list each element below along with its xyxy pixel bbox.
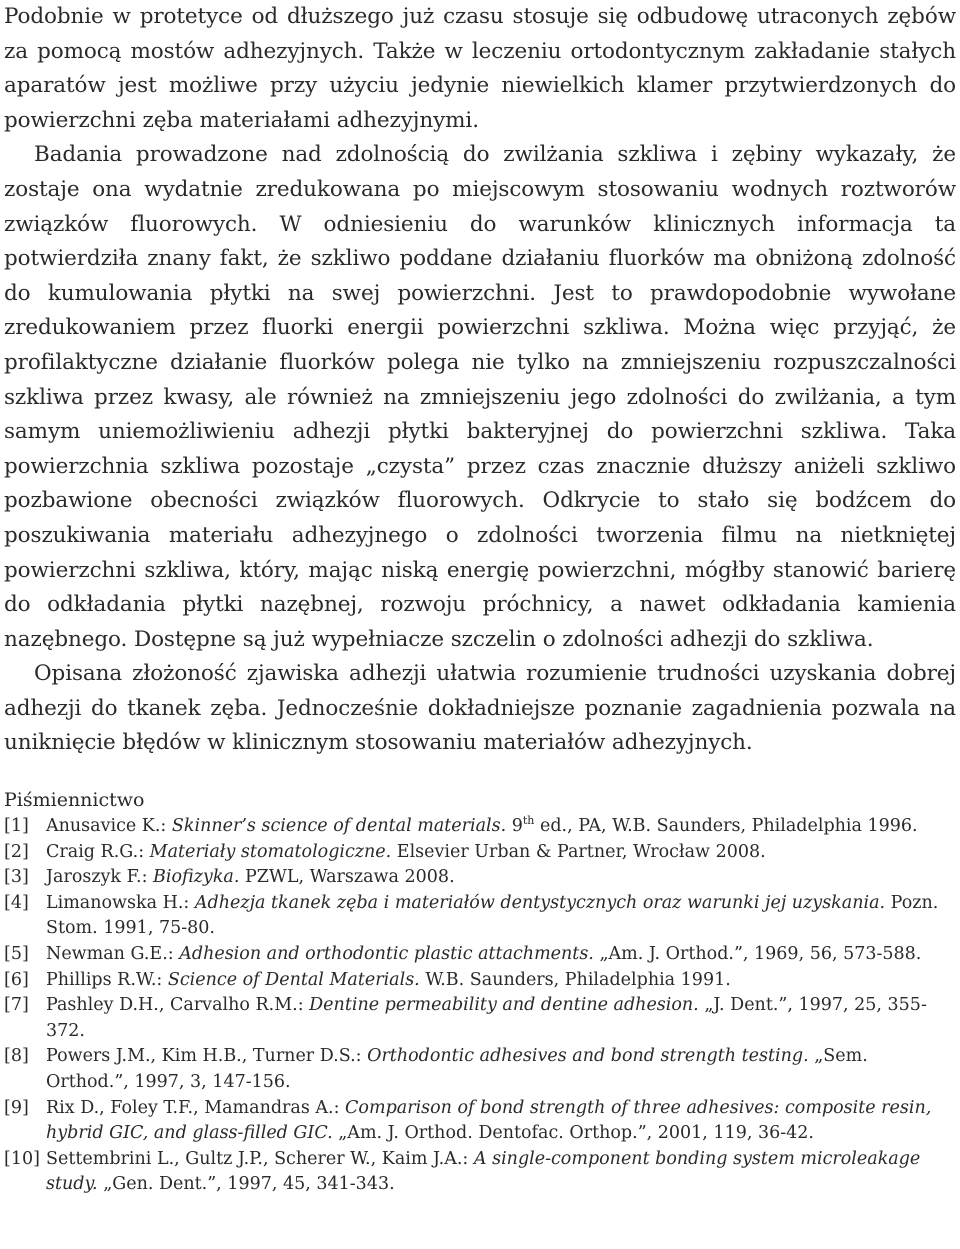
reference-authors: Limanowska H.:	[46, 892, 195, 913]
reference-number: [5]	[4, 944, 29, 965]
reference-authors: Rix D., Foley T.F., Mamandras A.:	[46, 1097, 346, 1118]
reference-number: [8]	[4, 1046, 29, 1067]
reference-content	[46, 891, 956, 942]
reference-authors: Anusavice K.:	[46, 816, 172, 837]
reference-item	[4, 865, 956, 891]
paragraph-3: Opisana złożoność zjawiska adhezji ułatwia rozumienie trudności uzyskania dobrej adhezji do tkanek zęba. Jednocześnie dokładniejsze poznanie zagadnienia pozwala na uniknięcie błędów w klinicznym stosowaniu materiałów adhezyjnych.	[4, 661, 956, 756]
paragraph-1: Podobnie w protetyce od dłuższego już czasu stosuje się odbudowę utraconych zębów za pomocą mostów adhezyjnych. Także w leczeniu ortodontycznym zakładanie stałych aparatów jest możliwe przy użyciu jedynie niewielkich klamer przytwierdzonych do powierzchni zęba materiałami adhezyjnymi.	[4, 4, 956, 133]
reference-number: [7]	[4, 995, 29, 1016]
reference-number: [3]	[4, 867, 29, 888]
reference-details: „Sem. Orthod.”, 1997, 3, 147-156.	[46, 1046, 874, 1092]
reference-edition: 9	[506, 816, 523, 837]
paragraph-2: Badania prowadzone nad zdolnością do zwilżania szkliwa i zębiny wykazały, że zostaje ona wydatnie zredukowana po miejscowym stosowaniu wodnych roztworów związków fluorowych. W odniesieniu do warunków klinicznych informacja ta potwierdziła znany fakt, że szkliwo poddane działaniu fluorków ma obniżoną zdolność do kumulowania płytki na swej powierzchni. Jest to prawdopodobnie wywołane zredukowaniem przez fluorki energii powierzchni szkliwa. Można więc przyjąć, że profilaktyczne działanie fluorków polega nie tylko na zmniejszeniu rozpuszczalności szkliwa przez kwasy, ale również na zmniejszeniu jego zdolności do zwilżania, a tym samym uniemożliwieniu adhezji płytki bakteryjnej do powierzchni szkliwa. Taka powierzchnia szkliwa pozostaje „czysta” przez czas znacznie dłuższy aniżeli szkliwo pozbawione obecności związków fluorowych. Odkrycie to stało się bodźcem do poszukiwania materiału adhezyjnego o zdolności tworzenia filmu na nietkniętej powierzchni szkliwa, który, mając niską energię powierzchni, mógłby stanowić barierę do odkładania płytki nazębnej, rozwoju próchnicy, a nawet odkładania kamienia nazębnego. Dostępne są już wypełniacze szczelin o zdolności adhezji do szkliwa.	[4, 142, 956, 652]
reference-authors: Settembrini L., Gultz J.P., Scherer W., Kaim J.A.:	[46, 1148, 474, 1169]
reference-title: Adhesion and orthodontic plastic attachments.	[179, 944, 594, 965]
reference-number: [1]	[4, 816, 29, 837]
reference-item	[4, 942, 956, 968]
reference-details: W.B. Saunders, Philadelphia 1991.	[419, 969, 731, 990]
reference-item	[4, 1096, 956, 1147]
reference-content	[46, 942, 956, 968]
reference-item	[4, 993, 956, 1044]
references-heading: Piśmiennictwo	[4, 789, 145, 812]
reference-authors: Newman G.E.:	[46, 944, 180, 965]
reference-content	[46, 865, 956, 891]
reference-content	[46, 1147, 956, 1198]
reference-item	[4, 840, 956, 866]
reference-details: PZWL, Warszawa 2008.	[239, 867, 455, 888]
reference-details: „J. Dent.”, 1997, 25, 355-372.	[46, 995, 927, 1041]
reference-item	[4, 891, 956, 942]
reference-number: [6]	[4, 969, 29, 990]
reference-item	[4, 1147, 956, 1198]
body-text	[4, 0, 956, 761]
reference-content	[46, 1044, 956, 1095]
reference-title: Dentine permeability and dentine adhesion.	[309, 995, 699, 1016]
reference-title: Comparison of bond strength of three adhesives: composite resin, hybrid GIC, and glass-filled GIC.	[46, 1097, 932, 1144]
reference-content	[46, 814, 956, 840]
reference-item	[4, 814, 956, 840]
reference-number: [10]	[4, 1148, 40, 1169]
reference-title: Biofizyka.	[153, 867, 240, 888]
reference-details: „Am. J. Orthod.”, 1969, 56, 573-588.	[593, 944, 922, 965]
references-section	[4, 788, 956, 1198]
reference-details: ed., PA, W.B. Saunders, Philadelphia 1996.	[534, 816, 918, 837]
reference-superscript: th	[522, 814, 535, 828]
reference-number: [9]	[4, 1097, 29, 1118]
reference-item	[4, 1044, 956, 1095]
reference-authors: Phillips R.W.:	[46, 969, 168, 990]
reference-authors: Jaroszyk F.:	[46, 867, 154, 888]
reference-title: Science of Dental Materials.	[167, 969, 420, 990]
reference-authors: Powers J.M., Kim H.B., Turner D.S.:	[46, 1046, 368, 1067]
reference-title: Adhezja tkanek zęba i materiałów dentystycznych oraz warunki jej uzyskania.	[194, 892, 886, 913]
reference-title: Orthodontic adhesives and bond strength testing.	[367, 1046, 809, 1067]
reference-content	[46, 968, 956, 994]
reference-details: „Gen. Dent.”, 1997, 45, 341-343.	[97, 1174, 395, 1195]
references-list	[4, 814, 956, 1198]
reference-details: Pozn. Stom. 1991, 75-80.	[46, 892, 944, 939]
reference-number: [2]	[4, 841, 29, 862]
reference-content	[46, 840, 956, 866]
reference-content	[46, 993, 956, 1044]
reference-title: Skinner’s science of dental materials.	[171, 816, 507, 837]
reference-content	[46, 1096, 956, 1147]
reference-details: Elsevier Urban & Partner, Wrocław 2008.	[391, 841, 766, 862]
reference-authors: Pashley D.H., Carvalho R.M.:	[46, 995, 310, 1016]
reference-title: Materiały stomatologiczne.	[149, 841, 392, 862]
reference-number: [4]	[4, 892, 29, 913]
reference-title: A single-component bonding system microleakage study.	[46, 1148, 921, 1195]
reference-item	[4, 968, 956, 994]
reference-authors: Craig R.G.:	[46, 841, 150, 862]
reference-details: „Am. J. Orthod. Dentofac. Orthop.”, 2001, 119, 36-42.	[332, 1123, 814, 1144]
